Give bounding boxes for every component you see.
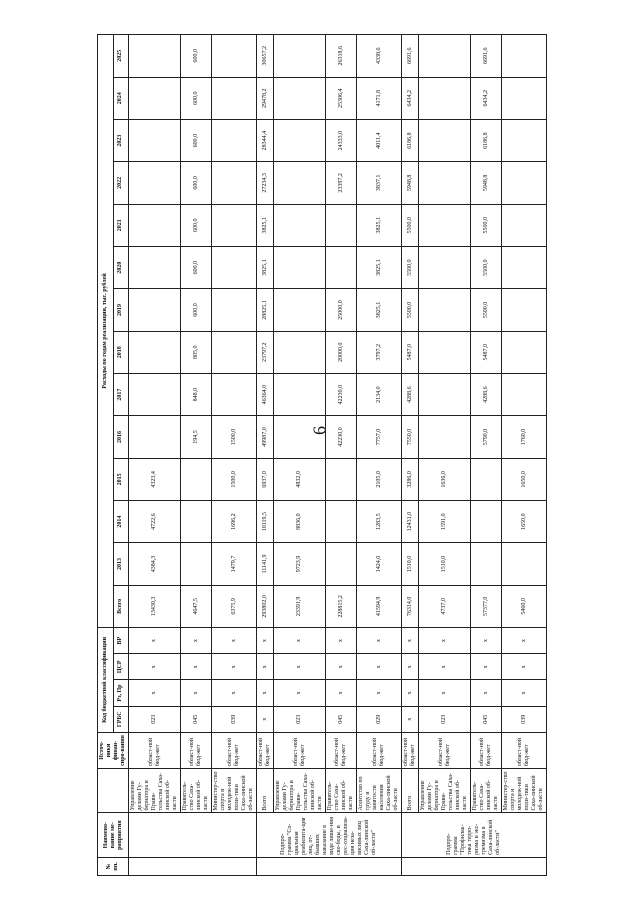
year-value-cell (326, 204, 357, 246)
header-source: Источ-ники финан-сиро-вания (98, 732, 129, 768)
header-grbs: ГРБС (113, 706, 129, 732)
year-value-cell: 6691,6 (471, 35, 502, 78)
year-value-cell (419, 331, 471, 373)
row-num-cell (129, 857, 257, 875)
measure-name-cell: Подпро-грамма "Профилак-тика терро-ризма и экс-тремизма в Саха-линской об-ласти" (402, 813, 547, 857)
vr-cell: х (326, 628, 357, 654)
rzpr-cell: х (402, 680, 419, 706)
table-row (257, 35, 274, 876)
year-value-cell (129, 204, 181, 246)
year-value-cell: 1636,0 (419, 458, 471, 500)
year-value-cell (326, 500, 357, 542)
year-value-cell: 1760,0 (502, 416, 547, 458)
year-value-cell (471, 500, 502, 542)
year-value-cell (212, 35, 257, 78)
year-value-cell (129, 416, 181, 458)
year-value-cell (419, 373, 471, 415)
year-value-cell (326, 246, 357, 288)
year-value-cell (274, 204, 326, 246)
rzpr-cell: х (257, 680, 274, 706)
year-value-cell: 49987,0 (257, 416, 274, 458)
header-total: Всего (113, 585, 129, 627)
rzpr-cell: х (502, 680, 547, 706)
budget-table (97, 34, 547, 876)
grbs-cell: х (402, 706, 419, 732)
header-year: 2013 (113, 543, 129, 585)
year-value-cell: 12431,0 (402, 500, 419, 542)
header-year: 2023 (113, 119, 129, 161)
executor-cell: Управление делами Гу-бернатора и Прави-тельства Саха-линской об-ласти (419, 769, 471, 813)
rzpr-cell: х (129, 680, 181, 706)
year-value-cell: 29478,2 (257, 77, 274, 119)
year-value-cell: 1500,0 (212, 458, 257, 500)
table-row (129, 35, 181, 876)
source-cell: област-ной бюд-жет (129, 732, 181, 768)
header-year: 2017 (113, 373, 129, 415)
executor-cell: Министер-ство спорта и молодеж-ной поли-тики Саха-линской об-ласти (212, 769, 257, 813)
total-cell: 41594,9 (357, 585, 402, 627)
table-row (212, 35, 257, 876)
year-value-cell: 6937,0 (257, 458, 274, 500)
year-value-cell (419, 77, 471, 119)
year-value-cell: 3837,1 (357, 162, 402, 204)
year-value-cell (502, 35, 547, 78)
executor-cell: Правитель-ство Саха-линской об-ласти (181, 769, 212, 813)
header-year: 2014 (113, 500, 129, 542)
header-num: № пп. (98, 857, 129, 875)
csr-cell: х (471, 654, 502, 680)
header-name: Наимено-вание ме-роприятия (98, 813, 129, 857)
vr-cell: х (502, 628, 547, 654)
year-value-cell: 600,0 (181, 204, 212, 246)
rzpr-cell: х (471, 680, 502, 706)
header-year: 2024 (113, 77, 129, 119)
year-value-cell (502, 543, 547, 585)
grbs-cell: 023 (129, 706, 181, 732)
csr-cell: х (181, 654, 212, 680)
year-value-cell: 4288,6 (471, 373, 502, 415)
year-value-cell (212, 289, 257, 331)
year-value-cell: 6691,6 (402, 35, 419, 78)
year-value-cell: 1479,7 (212, 543, 257, 585)
total-cell: 293802,0 (257, 585, 274, 627)
year-value-cell: 5500,0 (402, 246, 419, 288)
year-value-cell: 8836,0 (274, 500, 326, 542)
year-value-cell: 5948,8 (402, 162, 419, 204)
year-value-cell (471, 458, 502, 500)
row-num-cell (257, 857, 402, 875)
year-value-cell (274, 35, 326, 78)
header-year: 2018 (113, 331, 129, 373)
total-cell: 13430,3 (129, 585, 181, 627)
year-value-cell: 4288,6 (402, 373, 419, 415)
vr-cell: х (357, 628, 402, 654)
page-number: 6 (309, 426, 330, 435)
year-value-cell (274, 162, 326, 204)
year-value-cell: 25306,4 (326, 77, 357, 119)
year-value-cell: 600,0 (181, 162, 212, 204)
executor-cell: Управление делами Гу-бернатора и Прави-тельства Саха-линской об-ласти (274, 769, 326, 813)
year-value-cell: 3825,1 (357, 246, 402, 288)
table-row (326, 35, 357, 876)
year-value-cell (129, 119, 181, 161)
year-value-cell (419, 204, 471, 246)
year-value-cell (419, 289, 471, 331)
total-cell: 6375,9 (212, 585, 257, 627)
rzpr-cell: х (212, 680, 257, 706)
source-cell: област-ной бюд-жет (181, 732, 212, 768)
year-value-cell: 1650,0 (502, 458, 547, 500)
vr-cell: х (212, 628, 257, 654)
year-value-cell: 1283,5 (357, 500, 402, 542)
vr-cell: х (257, 628, 274, 654)
year-value-cell: 46364,0 (257, 373, 274, 415)
year-value-cell: 4011,4 (357, 119, 402, 161)
year-value-cell: 4338,6 (357, 35, 402, 78)
csr-cell: х (419, 654, 471, 680)
year-value-cell: 25000,0 (326, 289, 357, 331)
year-value-cell (502, 162, 547, 204)
year-value-cell: 5487,0 (471, 331, 502, 373)
table-row (502, 35, 547, 876)
source-cell: област-ной бюд-жет (402, 732, 419, 768)
total-cell: 76314,0 (402, 585, 419, 627)
year-value-cell: 20000,0 (326, 331, 357, 373)
rzpr-cell: х (181, 680, 212, 706)
vr-cell: х (129, 628, 181, 654)
year-value-cell (212, 204, 257, 246)
table-row (402, 35, 419, 876)
year-value-cell: 848,0 (181, 373, 212, 415)
header-year: 2022 (113, 162, 129, 204)
year-value-cell (502, 119, 547, 161)
year-value-cell: 600,0 (181, 119, 212, 161)
year-value-cell (419, 162, 471, 204)
executor-cell: Министер-ство спорта и молодеж-ной поли-тики Саха-линской об-ласти (502, 769, 547, 813)
rzpr-cell: х (357, 680, 402, 706)
total-cell: 23391,9 (274, 585, 326, 627)
year-value-cell: 5500,0 (471, 246, 502, 288)
year-value-cell: 1650,0 (502, 500, 547, 542)
csr-cell: х (326, 654, 357, 680)
year-value-cell (274, 119, 326, 161)
year-value-cell: 600,0 (181, 35, 212, 78)
year-value-cell: 5500,0 (471, 289, 502, 331)
executor-cell: Управление делами Гу-бернатора и Прави-тельства Саха-линской об-ласти (129, 769, 181, 813)
year-value-cell (502, 289, 547, 331)
total-cell: 57377,0 (471, 585, 502, 627)
vr-cell: х (181, 628, 212, 654)
grbs-cell: 045 (326, 706, 357, 732)
year-value-cell: 3286,0 (402, 458, 419, 500)
grbs-cell: х (257, 706, 274, 732)
year-value-cell: 42230,0 (326, 373, 357, 415)
table-row (419, 35, 471, 876)
year-value-cell (212, 246, 257, 288)
year-value-cell: 194,5 (181, 416, 212, 458)
year-value-cell: 23397,2 (326, 162, 357, 204)
year-value-cell: 9723,9 (274, 543, 326, 585)
year-value-cell: 1696,2 (212, 500, 257, 542)
header-year: 2019 (113, 289, 129, 331)
year-value-cell: 4323,4 (129, 458, 181, 500)
year-value-cell: 600,0 (181, 77, 212, 119)
vr-cell: х (419, 628, 471, 654)
year-value-cell (129, 289, 181, 331)
csr-cell: х (129, 654, 181, 680)
year-value-cell: 10119,5 (257, 500, 274, 542)
source-cell: област-ной бюд-жет (357, 732, 402, 768)
year-value-cell: 4722,6 (129, 500, 181, 542)
year-value-cell (274, 289, 326, 331)
executor-cell: Правитель-ство Саха-линской об-ласти (326, 769, 357, 813)
grbs-cell: 045 (181, 706, 212, 732)
csr-cell: х (357, 654, 402, 680)
year-value-cell (502, 331, 547, 373)
year-value-cell (212, 373, 257, 415)
year-value-cell: 6434,2 (402, 77, 419, 119)
header-vr: ВР (113, 628, 129, 654)
year-value-cell (274, 373, 326, 415)
year-value-cell (502, 246, 547, 288)
year-value-cell: 2134,0 (357, 373, 402, 415)
total-cell: 5460,0 (502, 585, 547, 627)
executor-cell: Правитель-ство Саха-линской об-ласти (471, 769, 502, 813)
year-value-cell (129, 77, 181, 119)
year-value-cell: 26318,6 (326, 35, 357, 78)
vr-cell: х (402, 628, 419, 654)
year-value-cell: 28344,4 (257, 119, 274, 161)
year-value-cell: 42230,0 (326, 416, 357, 458)
year-value-cell: 805,0 (181, 331, 212, 373)
source-cell: област-ной бюд-жет (471, 732, 502, 768)
year-value-cell: 600,0 (181, 246, 212, 288)
year-value-cell (129, 162, 181, 204)
measure-name-cell: Подпро-грамма "Со-циальная реабилита-ция лиц, от-бывших наказание в виде лише-ния сво-боды, и рес-социализа-ция неза-висимых лиц Саха-линской об-ласти" (257, 813, 402, 857)
grbs-cell: 023 (419, 706, 471, 732)
year-value-cell (212, 331, 257, 373)
executor-cell: Агентство по труду и занятости населения Саха-линской об-ласти (357, 769, 402, 813)
executor-cell: Всего (257, 769, 274, 813)
total-cell: 228815,2 (326, 585, 357, 627)
csr-cell: х (257, 654, 274, 680)
year-value-cell (181, 500, 212, 542)
year-value-cell (181, 543, 212, 585)
year-value-cell (419, 416, 471, 458)
year-value-cell (129, 246, 181, 288)
table-row (181, 35, 212, 876)
year-value-cell: 28825,1 (257, 289, 274, 331)
year-value-cell (471, 543, 502, 585)
header-costs: Расходы по годам реализации, тыс. рублей (98, 35, 114, 628)
vr-cell: х (471, 628, 502, 654)
table-row (357, 35, 402, 876)
header-year: 2021 (113, 204, 129, 246)
year-value-cell (502, 77, 547, 119)
source-cell: област-ной бюд-жет (419, 732, 471, 768)
year-value-cell (129, 35, 181, 78)
year-value-cell: 7757,0 (357, 416, 402, 458)
year-value-cell: 3825,1 (357, 204, 402, 246)
header-year: 2020 (113, 246, 129, 288)
csr-cell: х (212, 654, 257, 680)
source-cell: област-ной бюд-жет (274, 732, 326, 768)
grbs-cell: 039 (502, 706, 547, 732)
row-num-cell (402, 857, 547, 875)
rzpr-cell: х (326, 680, 357, 706)
grbs-cell: 029 (357, 706, 402, 732)
year-value-cell (419, 35, 471, 78)
total-cell: 4647,5 (181, 585, 212, 627)
year-value-cell (129, 331, 181, 373)
year-value-cell: 6186,8 (471, 119, 502, 161)
source-cell: област-ной бюд-жет (326, 732, 357, 768)
year-value-cell: 1500,0 (212, 416, 257, 458)
header-year: 2015 (113, 458, 129, 500)
year-value-cell: 1591,0 (419, 500, 471, 542)
year-value-cell (326, 458, 357, 500)
year-value-cell (212, 162, 257, 204)
year-value-cell: 5487,0 (402, 331, 419, 373)
source-cell: област-ной бюд-жет (212, 732, 257, 768)
year-value-cell: 3825,1 (257, 204, 274, 246)
header-row-1 (98, 35, 114, 876)
year-value-cell: 7550,0 (402, 416, 419, 458)
grbs-cell: 045 (471, 706, 502, 732)
header-year: 2025 (113, 35, 129, 78)
year-value-cell (181, 458, 212, 500)
year-value-cell: 4384,3 (129, 543, 181, 585)
year-value-cell: 5790,0 (471, 416, 502, 458)
year-value-cell (502, 373, 547, 415)
year-value-cell: 1510,0 (419, 543, 471, 585)
year-value-cell (326, 543, 357, 585)
year-value-cell: 27234,3 (257, 162, 274, 204)
source-cell: област-ной бюд-жет (257, 732, 274, 768)
header-budget-class: Код бюджетной классификации (98, 628, 114, 733)
rzpr-cell: х (419, 680, 471, 706)
year-value-cell (274, 416, 326, 458)
year-value-cell: 5500,0 (471, 204, 502, 246)
header-year: 2016 (113, 416, 129, 458)
year-value-cell (274, 77, 326, 119)
year-value-cell: 24333,0 (326, 119, 357, 161)
grbs-cell: 039 (212, 706, 257, 732)
year-value-cell: 4171,8 (357, 77, 402, 119)
rzpr-cell: х (274, 680, 326, 706)
year-value-cell: 600,0 (181, 289, 212, 331)
year-value-cell: 11141,9 (257, 543, 274, 585)
table-body (129, 35, 547, 876)
year-value-cell: 5948,8 (471, 162, 502, 204)
year-value-cell: 3797,2 (357, 331, 402, 373)
table-sheet (97, 34, 544, 876)
total-cell: 4737,0 (419, 585, 471, 627)
year-value-cell (274, 331, 326, 373)
header-rzpr: Рз, Пр (113, 680, 129, 706)
csr-cell: х (402, 654, 419, 680)
year-value-cell: 6186,8 (402, 119, 419, 161)
vr-cell: х (274, 628, 326, 654)
header-csr: ЦСР (113, 654, 129, 680)
year-value-cell: 3825,1 (357, 289, 402, 331)
year-value-cell (419, 246, 471, 288)
year-value-cell (212, 77, 257, 119)
year-value-cell: 30657,2 (257, 35, 274, 78)
year-value-cell: 1510,0 (402, 543, 419, 585)
year-value-cell (212, 119, 257, 161)
year-value-cell: 4832,0 (274, 458, 326, 500)
year-value-cell (419, 119, 471, 161)
csr-cell: х (502, 654, 547, 680)
grbs-cell: 023 (274, 706, 326, 732)
year-value-cell: 5500,0 (402, 289, 419, 331)
year-value-cell: 6434,2 (471, 77, 502, 119)
year-value-cell: 23797,2 (257, 331, 274, 373)
source-cell: област-ной бюд-жет (502, 732, 547, 768)
table-row (274, 35, 326, 876)
year-value-cell: 5500,0 (402, 204, 419, 246)
measure-name-cell (129, 813, 257, 857)
year-value-cell (274, 246, 326, 288)
header-executor (98, 769, 129, 813)
year-value-cell (502, 204, 547, 246)
year-value-cell: 2105,0 (357, 458, 402, 500)
year-value-cell: 1424,0 (357, 543, 402, 585)
table-row (471, 35, 502, 876)
csr-cell: х (274, 654, 326, 680)
executor-cell: Всего (402, 769, 419, 813)
year-value-cell: 3825,1 (257, 246, 274, 288)
year-value-cell (129, 373, 181, 415)
